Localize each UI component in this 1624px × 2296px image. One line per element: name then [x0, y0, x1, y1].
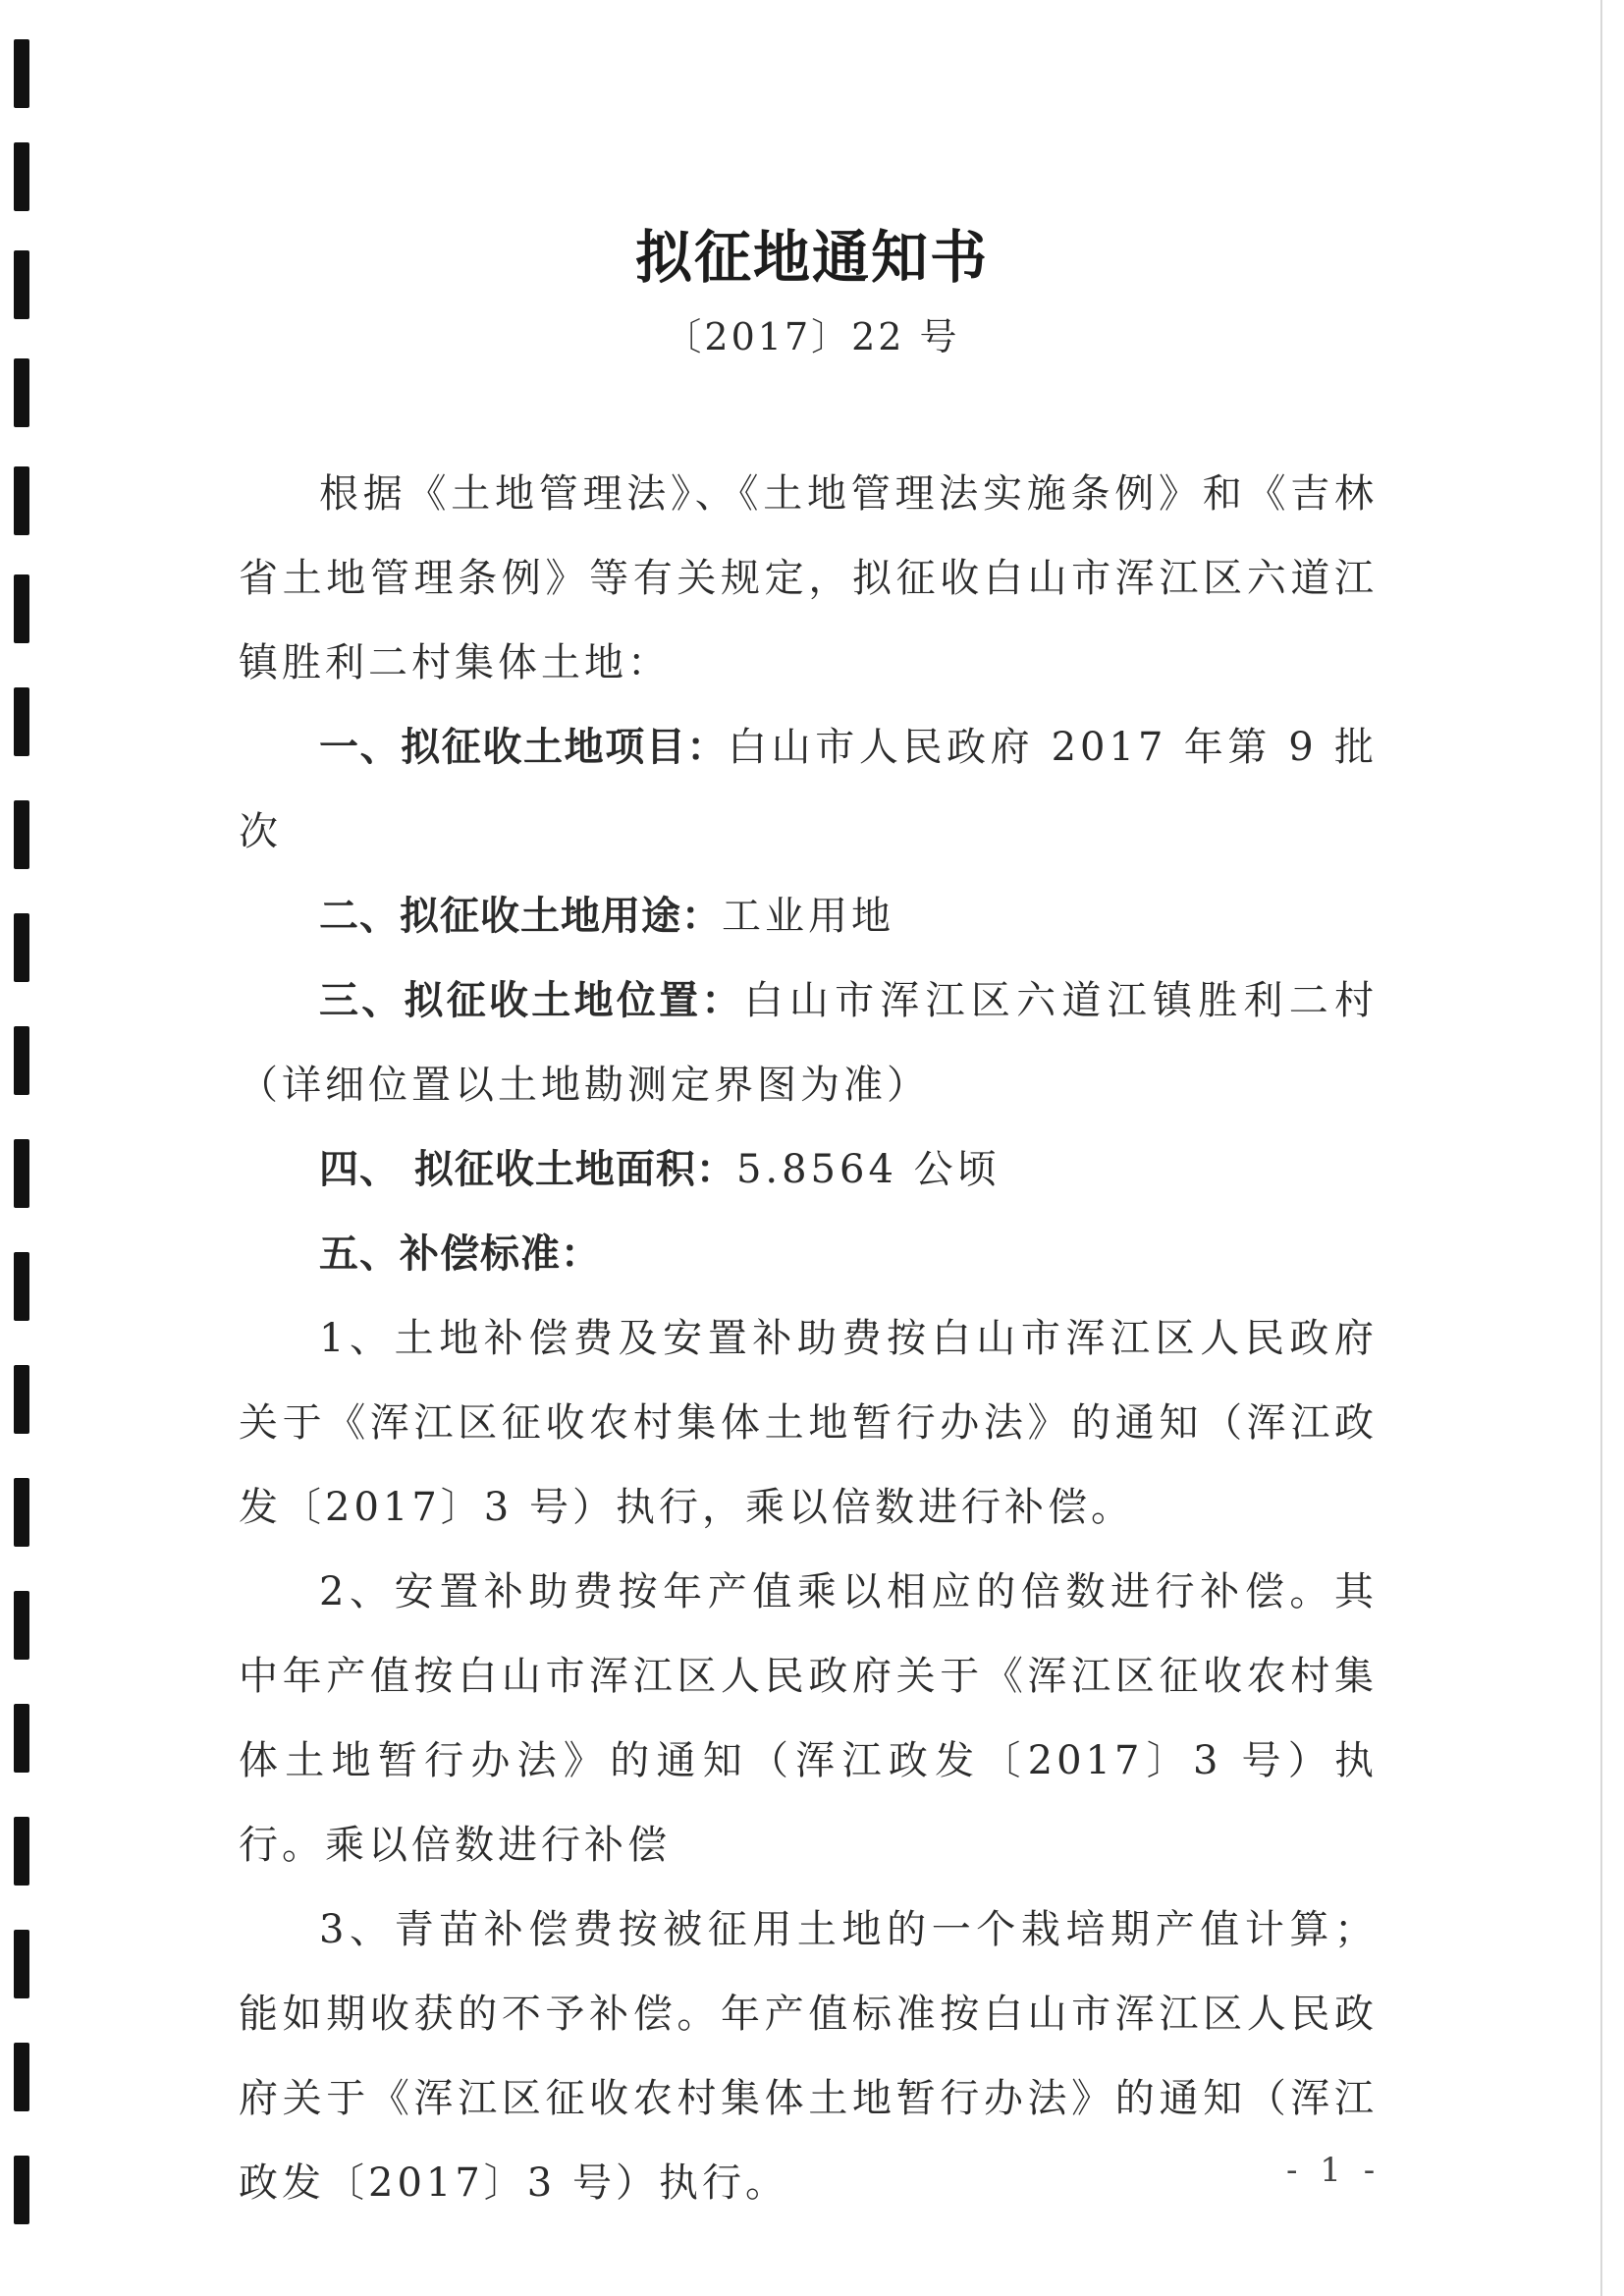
binding-hole-mark [14, 913, 29, 982]
item-heading: 二、拟征收土地用途： [319, 894, 722, 939]
binding-hole-mark [14, 574, 29, 643]
binding-hole-mark [14, 1591, 29, 1660]
intro-paragraph: 根据《土地管理法》、《土地管理法实施条例》和《吉林省土地管理条例》等有关规定，拟征收白山市浑江区六道江镇胜利二村集体土地： [239, 471, 1378, 685]
item-value: 工业用地 [722, 894, 894, 939]
binding-hole-mark [14, 466, 29, 535]
compensation-clause-1: 1、土地补偿费及安置补助费按白山市浑江区人民政府关于《浑江区征收农村集体土地暂行办法》的通知（浑江政发〔2017〕3 号）执行，乘以倍数进行补偿。 [239, 1316, 1378, 1530]
item-location [239, 958, 1378, 1127]
compensation-clause-3: 3、青苗补偿费按被征用土地的一个栽培期产值计算；能如期收获的不予补偿。年产值标准按白山市浑江区人民政府关于《浑江区征收农村集体土地暂行办法》的通知（浑江政发〔2017〕3 号）执行。 [239, 1907, 1378, 2206]
item-value: 白山市人民政府 2017 年第 9 批次 [239, 725, 1379, 854]
binding-hole-mark [14, 1930, 29, 1998]
binding-hole-mark [14, 800, 29, 869]
binding-hole-mark [14, 1139, 29, 1208]
binding-hole-mark [14, 1817, 29, 1886]
binding-hole-mark [14, 358, 29, 427]
binding-hole-mark [14, 1026, 29, 1095]
item-project [239, 705, 1378, 874]
item-value: 5.8564 公顷 [735, 1147, 1001, 1192]
binding-hole-mark [14, 687, 29, 756]
item-value: 白山市浑江区六道江镇胜利二村（详细位置以土地勘测定界图为准） [239, 978, 1379, 1108]
binding-hole-mark [14, 1704, 29, 1773]
item-heading: 四、 拟征收土地面积： [319, 1147, 736, 1192]
compensation-clause-2: 2、安置补助费按年产值乘以相应的倍数进行补偿。其中年产值按白山市浑江区人民政府关于《浑江区征收农村集体土地暂行办法》的通知（浑江政发〔2017〕3 号）执行。乘以倍数进行补偿 [239, 1569, 1378, 1868]
document-title: 拟征地通知书 [634, 224, 989, 291]
binding-hole-mark [14, 1252, 29, 1321]
document-number: 〔2017〕22 号 [664, 315, 960, 358]
item-heading: 三、拟征收土地位置： [319, 978, 744, 1023]
binding-hole-mark [14, 1365, 29, 1434]
item-heading: 一、拟征收土地项目： [319, 725, 729, 770]
page-number: - 1 - [1286, 2151, 1381, 2190]
item-usage [239, 874, 1378, 958]
document-body [239, 452, 1381, 2225]
binding-hole-mark [14, 2043, 29, 2111]
item-area [239, 1127, 1378, 1212]
item-heading: 五、补偿标准： [319, 1231, 601, 1277]
binding-hole-mark [14, 142, 29, 211]
binding-hole-mark [14, 39, 29, 108]
item-compensation-standard [239, 1212, 1378, 1296]
binding-hole-mark [14, 2156, 29, 2224]
binding-hole-mark [14, 1478, 29, 1547]
